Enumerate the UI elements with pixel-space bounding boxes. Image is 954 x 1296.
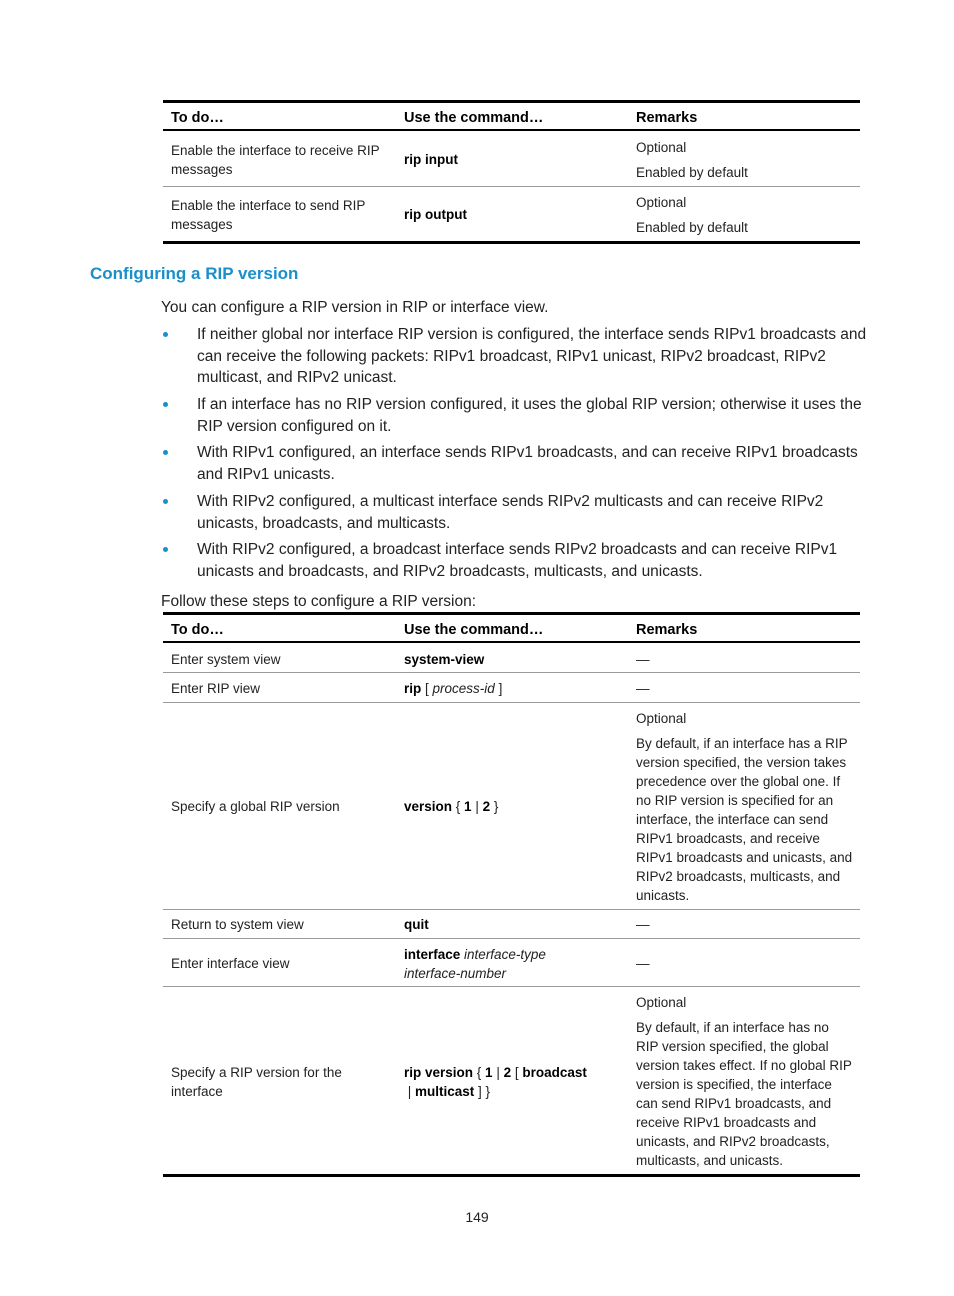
header-rule	[163, 129, 860, 131]
command-value: 1	[464, 799, 472, 814]
command-keyword: interface	[404, 947, 461, 962]
row-divider	[163, 672, 860, 673]
bullet-icon	[163, 547, 168, 552]
bullet-item: With RIPv2 configured, a multicast interface sends RIPv2 multicasts and can receive RIPv2 unicasts, broadcasts, and multicasts.	[197, 493, 824, 532]
table-row-command	[404, 1063, 619, 1101]
row-divider	[163, 702, 860, 703]
table-row-command: rip input	[404, 152, 458, 167]
table-row-remark: —	[636, 956, 650, 971]
table-row-command	[404, 915, 619, 934]
table-row-command: rip output	[404, 207, 467, 222]
command-keyword: system-view	[404, 652, 485, 667]
row-divider	[163, 938, 860, 939]
section-heading: Configuring a RIP version	[90, 264, 299, 283]
table-top-rule	[163, 100, 860, 103]
row-divider	[163, 186, 860, 187]
page-number: 149	[465, 1209, 489, 1225]
bullet-icon	[163, 402, 168, 407]
command-value: 2	[503, 1065, 512, 1080]
command-syntax: ]	[494, 681, 503, 696]
command-syntax: |	[471, 799, 483, 814]
table-row-remark: —	[636, 652, 650, 667]
bullet-icon	[163, 499, 168, 504]
header-rule	[163, 641, 860, 643]
table-row-command	[404, 650, 619, 669]
table-row-todo: Specify a RIP version for the interface	[171, 1065, 342, 1099]
table-row-command	[404, 945, 564, 983]
command-syntax: [	[511, 1065, 523, 1080]
command-keyword: rip version	[404, 1065, 474, 1080]
table-row-remark: By default, if an interface has no RIP version specified, the global version takes effect. If no global RIP version is specified, the interface can send RIPv1 broadcasts, and receive RIPv1 broadcasts and unicasts, and RIPv2 broadcasts, multicasts, and unicasts.	[636, 1020, 852, 1168]
table-row-todo: Enter RIP view	[171, 681, 261, 696]
command-syntax: |	[404, 1084, 416, 1099]
row-divider	[163, 986, 860, 987]
table-row-remark-optional: Optional	[636, 195, 687, 210]
table-row-todo: Enable the interface to receive RIP messages	[171, 143, 380, 177]
table-row-remark-optional: Optional	[636, 140, 687, 155]
intro-paragraph: You can configure a RIP version in RIP or interface view.	[161, 299, 549, 316]
header-todo: To do…	[171, 110, 224, 126]
command-keyword: broadcast	[522, 1065, 587, 1080]
command-argument: interface-type interface-number	[404, 947, 546, 981]
command-syntax: ] }	[474, 1084, 491, 1099]
table-row-todo: Return to system view	[171, 917, 304, 932]
command-syntax: [	[421, 681, 433, 696]
table-row-remark-optional: Optional	[636, 711, 687, 726]
command-keyword: rip	[404, 681, 422, 696]
table-row-command	[404, 797, 619, 816]
command-syntax: {	[473, 1065, 486, 1080]
header-todo: To do…	[171, 622, 224, 638]
table-row-todo: Enable the interface to send RIP messages	[171, 198, 366, 232]
bullet-item: With RIPv2 configured, a broadcast interface sends RIPv2 broadcasts and can receive RIPv1 unicasts and broadcasts, and RIPv2 broadcasts, multicasts, and unicasts.	[197, 541, 838, 580]
command-syntax: {	[452, 799, 465, 814]
table-bottom-rule	[163, 241, 860, 244]
bullet-item: If neither global nor interface RIP version is configured, the interface sends RIPv1 broadcasts and can receive the following packets: RIPv1 broadcast, RIPv1 unicast, RIPv2 broadcast, RIPv2 multicast, and RIPv2 unicast.	[197, 326, 867, 386]
table-row-remark: —	[636, 681, 650, 696]
table-1	[163, 100, 860, 245]
table-row-remark: Enabled by default	[636, 165, 748, 180]
command-argument: process-id	[432, 681, 495, 696]
command-keyword: version	[404, 799, 453, 814]
table-top-rule	[163, 612, 860, 615]
command-syntax: }	[490, 799, 499, 814]
table-row-command	[404, 679, 619, 698]
table-row-todo: Specify a global RIP version	[171, 799, 340, 814]
table-bottom-rule	[163, 1174, 860, 1177]
bullet-icon	[163, 332, 168, 337]
table-row-remark: Enabled by default	[636, 220, 748, 235]
table-row-todo: Enter interface view	[171, 956, 290, 971]
table-row-remark-optional: Optional	[636, 995, 687, 1010]
row-divider	[163, 909, 860, 910]
command-value: 2	[482, 799, 491, 814]
command-syntax: |	[492, 1065, 504, 1080]
table-row-remark: —	[636, 917, 650, 932]
command-keyword: multicast	[415, 1084, 475, 1099]
table-row-remark: By default, if an interface has a RIP version specified, the version takes precedence over the global one. If no RIP version is specified for an interface, the interface can send RIPv1 broadcasts, and receive RIPv1 broadcasts and unicasts, and RIPv2 broadcasts, multicasts, and unicasts.	[636, 736, 853, 903]
header-remarks: Remarks	[636, 110, 698, 126]
table-row-todo: Enter system view	[171, 652, 281, 667]
header-remarks: Remarks	[636, 622, 698, 638]
table-2	[163, 612, 860, 1178]
header-command: Use the command…	[404, 110, 544, 126]
bullet-icon	[163, 450, 168, 455]
command-keyword: quit	[404, 917, 429, 932]
bullet-item: If an interface has no RIP version configured, it uses the global RIP version; otherwise it uses the RIP version configured on it.	[197, 396, 862, 435]
bullet-item: With RIPv1 configured, an interface sends RIPv1 broadcasts, and can receive RIPv1 broadcasts and RIPv1 unicasts.	[197, 444, 858, 483]
follow-paragraph: Follow these steps to configure a RIP version:	[161, 593, 477, 610]
command-value: 1	[485, 1065, 493, 1080]
header-command: Use the command…	[404, 622, 544, 638]
